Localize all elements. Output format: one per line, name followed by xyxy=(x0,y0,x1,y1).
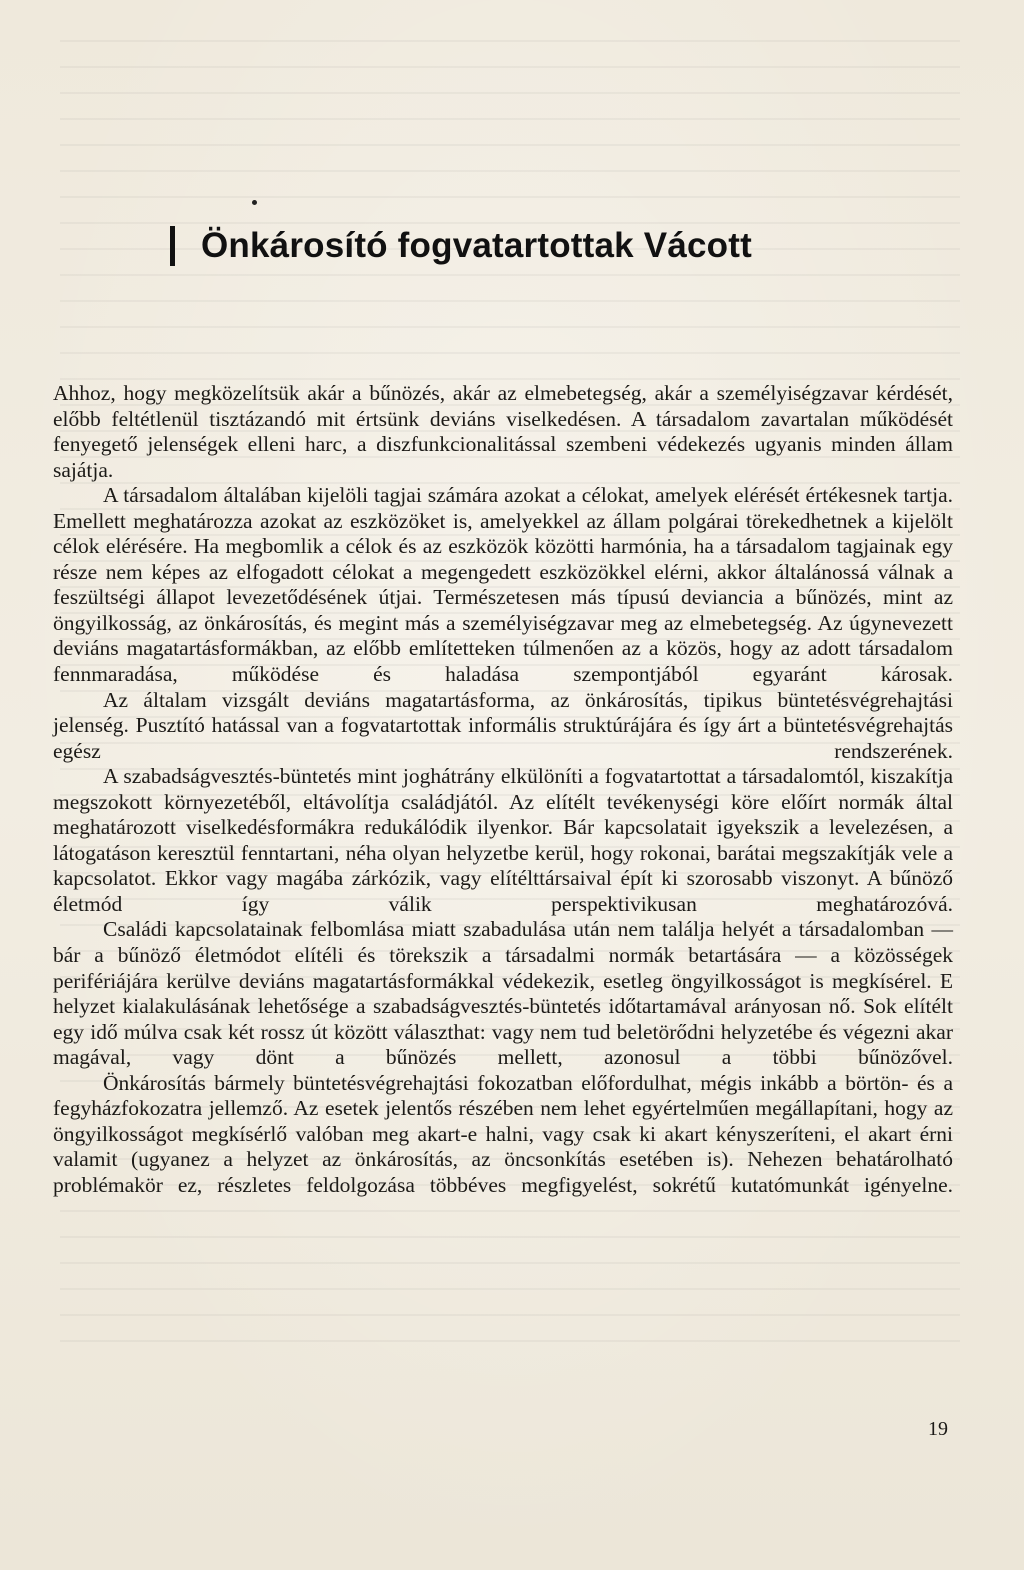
ink-dot xyxy=(252,200,257,205)
page-number: 19 xyxy=(928,1418,948,1440)
paragraph-2: A társadalom általában kijelöli tagjai számára azokat a célokat, amelyek elérését értékesnek tartja. Emellett meghatározza azokat az eszközöket is, amelyekkel az állam polgárai törekedhetnek a kijelölt célok elérésére. Ha megbomlik a célok és az eszközök közötti harmónia, ha a társadalom tagjainak egy része nem képes az elfogadott célokat a megengedett eszközökkel elérni, akkor általánossá válnak a feszültségi állapot levezetődésének útjai. Természetesen más típusú deviancia a bűnözés, mint az öngyilkosság, az önkárosítás, és megint más a személyiségzavar meg az elmebetegség. Az úgynevezett deviáns magatartásformákban, az előbb említetteken túlmenően az a közös, hogy az adott társadalom fennmaradása, működése és haladása szempontjából egyaránt károsak. xyxy=(53,483,953,687)
paragraph-6: Önkárosítás bármely büntetésvégrehajtási fokozatban előfordulhat, mégis inkább a börtön- és a fegyházfokozatra jellemző. Az esetek jelentős részében nem lehet egyértelműen megállapítani, hogy az öngyilkosságot megkísérlő valóban meg akart-e halni, vagy csak ki akart kényszeríteni, el akart érni valamit (ugyanez a helyzet az önkárosítás, az öncsonkítás esetében is). Nehezen behatárolható problémakör ez, részletes feldolgozása többéves megfigyelést, sokrétű kutatómunkát igényelne. xyxy=(53,1070,953,1197)
article-body xyxy=(53,381,953,1199)
paragraph-4: A szabadságvesztés-büntetés mint joghátrány elkülöníti a fogvatartottat a társadalomtól, kiszakítja megszokott környezetéből, eltávolítja családjától. Az elítélt tevékenységi köre előírt normák által meghatározott viselkedésformákra redukálódik ilyenkor. Bár kapcsolatait igyekszik a levelezésen, a látogatáson keresztül fenntartani, néha olyan helyzetbe kerül, hogy rokonai, barátai megszakítják vele a kapcsolatot. Ekkor vagy magába zárkózik, vagy elítélttársaival épít ki szorosabb viszonyt. A bűnöző életmód így válik perspektivikusan meghatározóvá. xyxy=(53,764,953,916)
article-title: Önkárosító fogvatartottak Vácott xyxy=(201,226,752,265)
paragraph-5: Családi kapcsolatainak felbomlása miatt szabadulása után nem találja helyét a társadalomban — bár a bűnöző életmódot elítéli és törekszik a társadalmi normák betartására — a közösségek perifériájára kerülve deviáns magatartásformákkal védekezik, esetleg öngyilkosságot is megkísérel. E helyzet kialakulásának lehetősége a szabadságvesztés-büntetés időtartamával arányosan nő. Sok elítélt egy idő múlva csak két rossz út között választhat: vagy nem tud beletörődni helyzetébe és végezni akar magával, vagy dönt a bűnözés mellett, azonosul a többi bűnözővel. xyxy=(53,917,953,1070)
paragraph-1: Ahhoz, hogy megközelítsük akár a bűnözés, akár az elmebetegség, akár a személyiségzavar kérdését, előbb feltétlenül tisztázandó mit értsünk deviáns viselkedésen. A társadalom zavartalan működését fenyegető jelenségek elleni harc, a diszfunkcionalitással szembeni védekezés ugyanis minden állam sajátja. xyxy=(53,381,953,482)
heading-bar xyxy=(170,226,175,266)
article-heading xyxy=(170,222,752,270)
paragraph-3: Az általam vizsgált deviáns magatartásforma, az önkárosítás, tipikus büntetésvégrehajtási jelenség. Pusztító hatással van a fogvatartottak informális struktúrájára és így árt a büntetésvégrehajtás egész rendszerének. xyxy=(53,687,953,763)
